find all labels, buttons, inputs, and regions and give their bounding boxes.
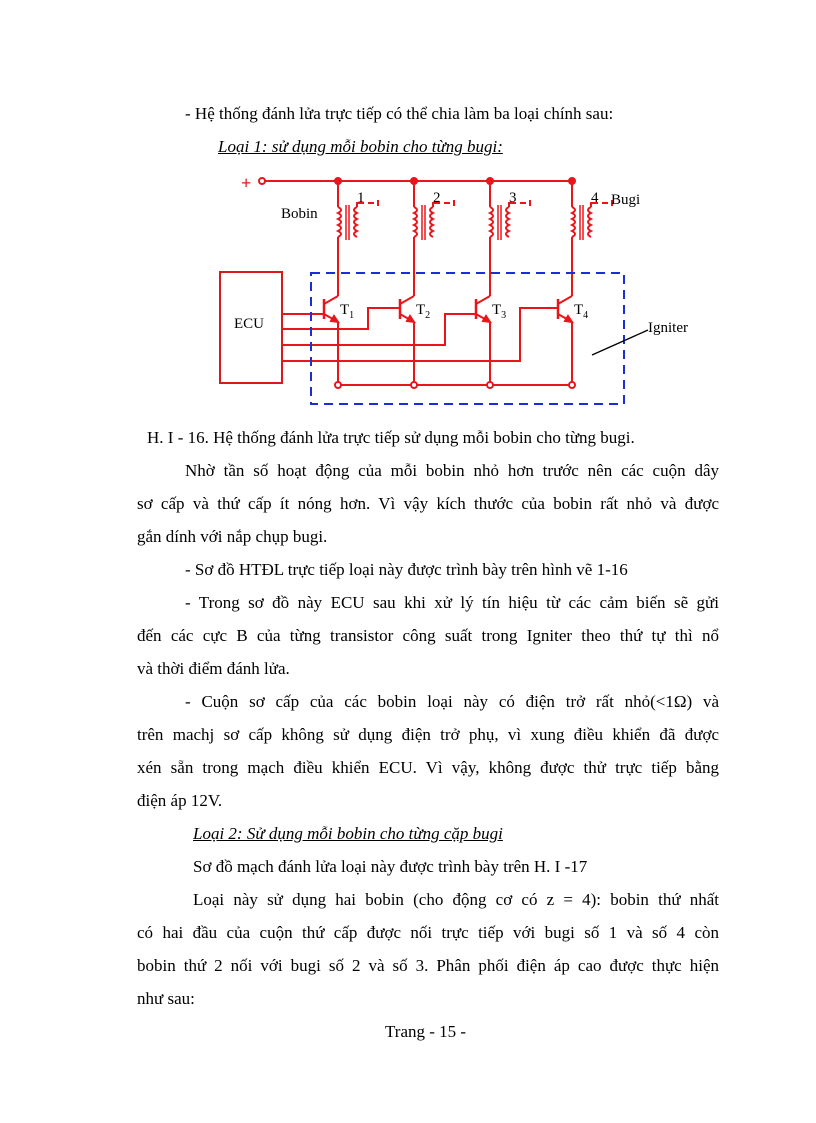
plus-sign: + (241, 173, 252, 193)
secondary-winding-3 (506, 207, 509, 237)
para6-line2: có hai đầu của cuộn thứ cấp được nối trực tiếp với bugi số 1 và số 4 còn (137, 923, 719, 942)
para3-line2: đến các cực B của từng transistor công suất trong Igniter theo thứ tự thì nổ (137, 626, 719, 645)
para1-line1: Nhờ tần số hoạt động của mỗi bobin nhỏ hơn trước nên các cuộn dây (185, 461, 719, 480)
transistor-label-2: $T_2$ (416, 302, 431, 321)
ecu-label: ECU (234, 316, 264, 332)
transistor-sub-3: 3 (501, 310, 507, 321)
emitter-arrow-2 (407, 316, 414, 322)
para4-line2: trên machj sơ cấp không sử dụng điện trở phụ, vì xung điều khiển đã được (137, 725, 719, 744)
figure-caption: H. I - 16. Hệ thống đánh lửa trực tiếp sử dụng mỗi bobin cho từng bugi. (147, 428, 635, 447)
para4-line3: xén sẵn trong mạch điều khiển ECU. Vì vậy, không được thử trực tiếp bằng (137, 758, 719, 777)
page-number: Trang - 15 - (385, 1022, 467, 1041)
intro-line: - Hệ thống đánh lửa trực tiếp có thể chia làm ba loại chính sau: (185, 104, 614, 123)
emitter-arrow-3 (483, 316, 490, 322)
emitter-arrow-1 (331, 316, 338, 322)
ignition-circuit-diagram (0, 0, 816, 420)
supply-terminal (259, 178, 265, 184)
para3-line1: - Trong sơ đồ này ECU sau khi xử lý tín hiệu từ các cảm biến sẽ gửi (185, 593, 719, 612)
transistor-collector-2 (400, 296, 414, 304)
coil-number-2: 2 (433, 190, 441, 206)
transistor-collector-1 (324, 296, 338, 304)
ground-node-3 (487, 382, 493, 388)
primary-winding-2 (414, 207, 417, 237)
transistor-label-3: $T_3$ (492, 302, 507, 321)
para1-line2: sơ cấp và thứ cấp ít nóng hơn. Vì vậy kích thước của bobin rất nhỏ và được (137, 494, 719, 513)
para6-line1: Loại này sử dụng hai bobin (cho động cơ có z = 4): bobin thứ nhất (193, 890, 719, 909)
bobin-label: Bobin (281, 206, 318, 222)
secondary-winding-4 (588, 207, 591, 237)
para2: - Sơ đồ HTĐL trực tiếp loại này được trình bày trên hình vẽ 1-16 (185, 560, 628, 579)
coil-number-1: 1 (357, 190, 365, 206)
transistor-collector-4 (558, 296, 572, 304)
transistor-sub-1: 1 (349, 310, 355, 321)
para6-line3: bobin thứ 2 nối với bugi số 2 và số 3. Phân phối điện áp cao được thực hiện (137, 956, 719, 975)
ground-node-4 (569, 382, 575, 388)
type1-heading: Loại 1: sử dụng mỗi bobin cho từng bugi: (218, 137, 503, 156)
secondary-winding-1 (354, 207, 357, 237)
secondary-winding-2 (430, 207, 433, 237)
para4-line1: - Cuộn sơ cấp của các bobin loại này có điện trở rất nhỏ(<1Ω) và (185, 692, 719, 711)
ground-node-2 (411, 382, 417, 388)
primary-winding-3 (490, 207, 493, 237)
coil-number-3: 3 (509, 190, 517, 206)
stage-4 (558, 178, 612, 388)
emitter-arrow-4 (565, 316, 572, 322)
coil-number-4: 4 (591, 190, 599, 206)
stage-2 (400, 178, 454, 388)
primary-winding-4 (572, 207, 575, 237)
transistor-label-4: $T_4$ (574, 302, 589, 321)
para4-line4: điện áp 12V. (137, 791, 223, 810)
primary-winding-1 (338, 207, 341, 237)
igniter-pointer (592, 330, 648, 355)
transistor-label-1: $T_1$ (340, 302, 355, 321)
transistor-collector-3 (476, 296, 490, 304)
transistor-sub-4: 4 (583, 310, 589, 321)
para6-line4: như sau: (137, 989, 195, 1008)
transistor-sub-2: 2 (425, 310, 431, 321)
para1-line3: gắn dính với nắp chụp bugi. (137, 527, 328, 546)
igniter-label: Igniter (648, 320, 688, 336)
para5: Sơ đồ mạch đánh lửa loại này được trình bày trên H. I -17 (193, 857, 588, 876)
type2-heading: Loại 2: Sử dụng mỗi bobin cho từng cặp bugi (193, 824, 503, 843)
ground-node-1 (335, 382, 341, 388)
stage-3 (476, 178, 530, 388)
stage-1 (324, 178, 378, 388)
para3-line3: và thời điểm đánh lửa. (137, 659, 290, 678)
bugi-label: Bugi (611, 192, 641, 208)
